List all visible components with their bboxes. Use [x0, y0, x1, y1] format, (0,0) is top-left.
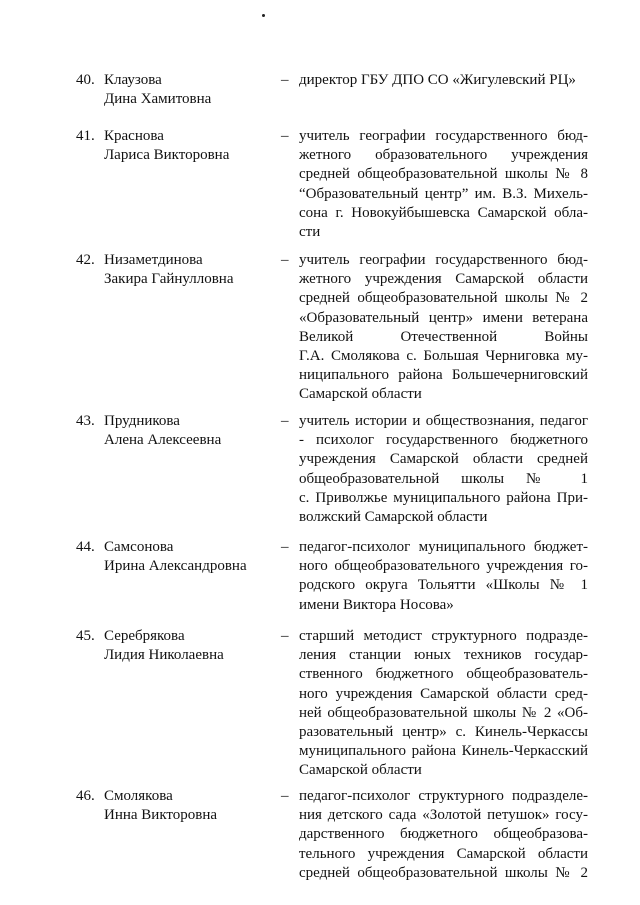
position-description — [299, 127, 588, 242]
description-line: имени Виктора Носова» — [299, 596, 454, 613]
description-line: учитель географии государственного бюд- — [299, 128, 588, 144]
person-surname: Клаузова — [104, 72, 162, 88]
description-line: учреждения Самарской области средней — [299, 451, 588, 468]
position-description — [299, 787, 588, 883]
entry-number: 44. — [76, 539, 95, 555]
description-line: ниципального района Большечерниговский — [299, 367, 588, 384]
entry-number: 43. — [76, 413, 95, 429]
person-name — [104, 538, 279, 576]
position-description — [299, 251, 588, 405]
person-given-name: Закира Гайнулловна — [104, 271, 234, 287]
description-line: сти — [299, 223, 321, 240]
position-description — [299, 412, 588, 527]
entry-number: 40. — [76, 72, 95, 88]
entry-number: 45. — [76, 628, 95, 644]
description-line: Великой Отечественной Войны — [299, 328, 588, 345]
person-given-name: Ирина Александровна — [104, 558, 247, 574]
description-line: педагог-психолог муниципального бюджет- — [299, 539, 588, 555]
description-line: директор ГБУ ДПО СО «Жигулевский РЦ» — [299, 72, 576, 88]
description-line: муниципального района Кинель-Черкасский — [299, 743, 588, 760]
description-line: дарственного бюджетного общеобразова- — [299, 826, 588, 843]
person-name — [104, 127, 279, 165]
person-given-name: Инна Викторовна — [104, 807, 218, 823]
description-line: старший методист структурного подразде- — [299, 628, 588, 644]
description-line: - психолог государственного бюджетного — [299, 432, 588, 449]
description-line: средней общеобразовательной школы № 2 — [299, 864, 588, 881]
person-given-name: Лидия Николаевна — [104, 647, 224, 663]
page-mark-dot — [262, 14, 265, 17]
description-line: учитель географии государственного бюд- — [299, 252, 588, 268]
person-surname: Низаметдинова — [104, 252, 203, 268]
description-line: средней общеобразовательной школы № 8 — [299, 166, 588, 183]
description-line: “Образовательный центр” им. В.З. Михель- — [299, 185, 588, 202]
person-surname: Прудникова — [104, 413, 180, 429]
person-surname: Краснова — [104, 128, 164, 144]
description-line: жетного образовательного учреждения — [299, 147, 588, 164]
description-line: педагог-психолог структурного подразделе- — [299, 788, 588, 804]
description-line: Г.А. Смолякова с. Большая Черниговка му- — [299, 347, 588, 364]
description-line: Самарской области — [299, 762, 422, 779]
position-description — [299, 71, 588, 90]
description-line: волжский Самарской области — [299, 508, 488, 525]
entry-dash: – — [281, 539, 289, 555]
description-line: жетного учреждения Самарской области — [299, 271, 588, 288]
entry-number: 46. — [76, 788, 95, 804]
description-line: ного учреждения Самарской области сред- — [299, 685, 588, 702]
person-surname: Смолякова — [104, 788, 173, 804]
description-line: тельного учреждения Самарской области — [299, 845, 588, 862]
description-line: родского округа Тольятти «Школы № 1 — [299, 577, 588, 594]
person-name — [104, 787, 279, 825]
entry-dash: – — [281, 128, 289, 144]
description-line: ния детского сада «Золотой петушок» госу- — [299, 807, 588, 824]
description-line: общеобразовательной школы № 1 — [299, 470, 588, 487]
person-name — [104, 412, 279, 450]
description-line: разовательный центр» с. Кинель-Черкассы — [299, 723, 588, 740]
description-line: средней общеобразовательной школы № 2 — [299, 290, 588, 307]
person-surname: Серебрякова — [104, 628, 185, 644]
description-line: сона г. Новокуйбышевска Самарской обла- — [299, 204, 588, 221]
person-name — [104, 71, 279, 109]
description-line: ного общеобразовательного учреждения го- — [299, 558, 588, 575]
entry-number: 41. — [76, 128, 95, 144]
entry-dash: – — [281, 252, 289, 268]
entry-dash: – — [281, 413, 289, 429]
person-given-name: Дина Хамитовна — [104, 91, 212, 107]
entry-dash: – — [281, 788, 289, 804]
description-line: Самарской области — [299, 386, 422, 403]
description-line: «Образовательный центр» имени ветерана — [299, 309, 588, 326]
description-line: ней общеобразовательной школы № 2 «Об- — [299, 704, 588, 721]
person-given-name: Алена Алексеевна — [104, 432, 222, 448]
description-line: учитель истории и обществознания, педагог — [299, 413, 588, 429]
person-name — [104, 251, 279, 289]
entry-dash: – — [281, 628, 289, 644]
position-description — [299, 538, 588, 615]
position-description — [299, 627, 588, 781]
description-line: ления станции юных техников государ- — [299, 647, 588, 664]
person-given-name: Лариса Викторовна — [104, 147, 230, 163]
person-surname: Самсонова — [104, 539, 174, 555]
entry-dash: – — [281, 72, 289, 88]
person-name — [104, 627, 279, 665]
description-line: ственного бюджетного общеобразователь- — [299, 666, 588, 683]
entry-number: 42. — [76, 252, 95, 268]
description-line: с. Приволжье муниципального района При- — [299, 489, 588, 506]
